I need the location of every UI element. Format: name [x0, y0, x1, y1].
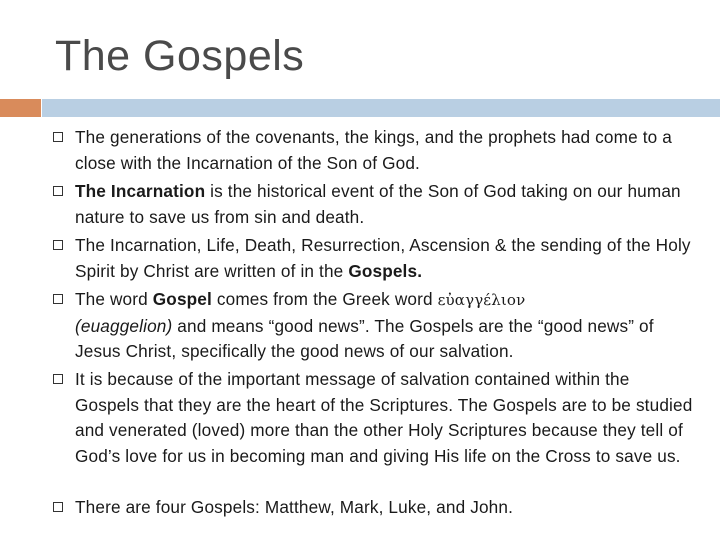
- square-bullet-icon: [53, 294, 63, 304]
- text-span: The word: [75, 289, 153, 309]
- bullet-text: [75, 367, 693, 469]
- bold-term: Gospels.: [348, 260, 423, 281]
- bold-term: The Incarnation: [75, 181, 206, 201]
- bullet-text: [75, 287, 693, 365]
- bullet-item: [53, 125, 693, 176]
- text-span: is the historical event of the Son of God taking on our human nature to save us from sin and death.: [75, 181, 681, 227]
- bullet-item: [53, 179, 693, 230]
- bullet-text: [75, 125, 693, 176]
- bullet-item: [53, 233, 693, 284]
- bullet-item: [53, 495, 693, 521]
- bullet-item: [53, 367, 693, 469]
- square-bullet-icon: [53, 186, 63, 196]
- square-bullet-icon: [53, 502, 63, 512]
- text-span: and means “good news”. The Gospels are the “good news” of Jesus Christ, specifically the good news of our salvation.: [75, 315, 654, 361]
- bullet-item: [53, 287, 693, 365]
- square-bullet-icon: [53, 374, 63, 384]
- text-span: comes from the Greek word: [211, 289, 438, 309]
- text-span: The Incarnation, Life, Death, Resurrection, Ascension & the sending of the Holy Spirit by Christ are written of in the: [75, 235, 691, 281]
- bold-term: Gospel: [152, 289, 212, 309]
- bullet-text: [75, 179, 693, 230]
- slide-title: The Gospels: [55, 32, 305, 80]
- bullet-text: [75, 233, 693, 284]
- bullet-text: [75, 495, 513, 521]
- text-span: It is because of the important message of salvation contained within the Gospels that they are the heart of the Scriptures. The Gospels are to be studied and venerated (loved) more than the other Holy Scriptures because they tell of God’s love for us in becoming man and giving His life on the Cross to save us.: [75, 369, 693, 466]
- text-span: There are four Gospels: Matthew, Mark, Luke, and John.: [75, 497, 514, 517]
- greek-word: εὐαγγέλιον: [437, 291, 526, 309]
- square-bullet-icon: [53, 132, 63, 142]
- square-bullet-icon: [53, 240, 63, 250]
- italic-transliteration: (euaggelion): [75, 315, 173, 336]
- text-span: The generations of the covenants, the kings, and the prophets had come to a close with the Incarnation of the Son of God.: [75, 127, 672, 173]
